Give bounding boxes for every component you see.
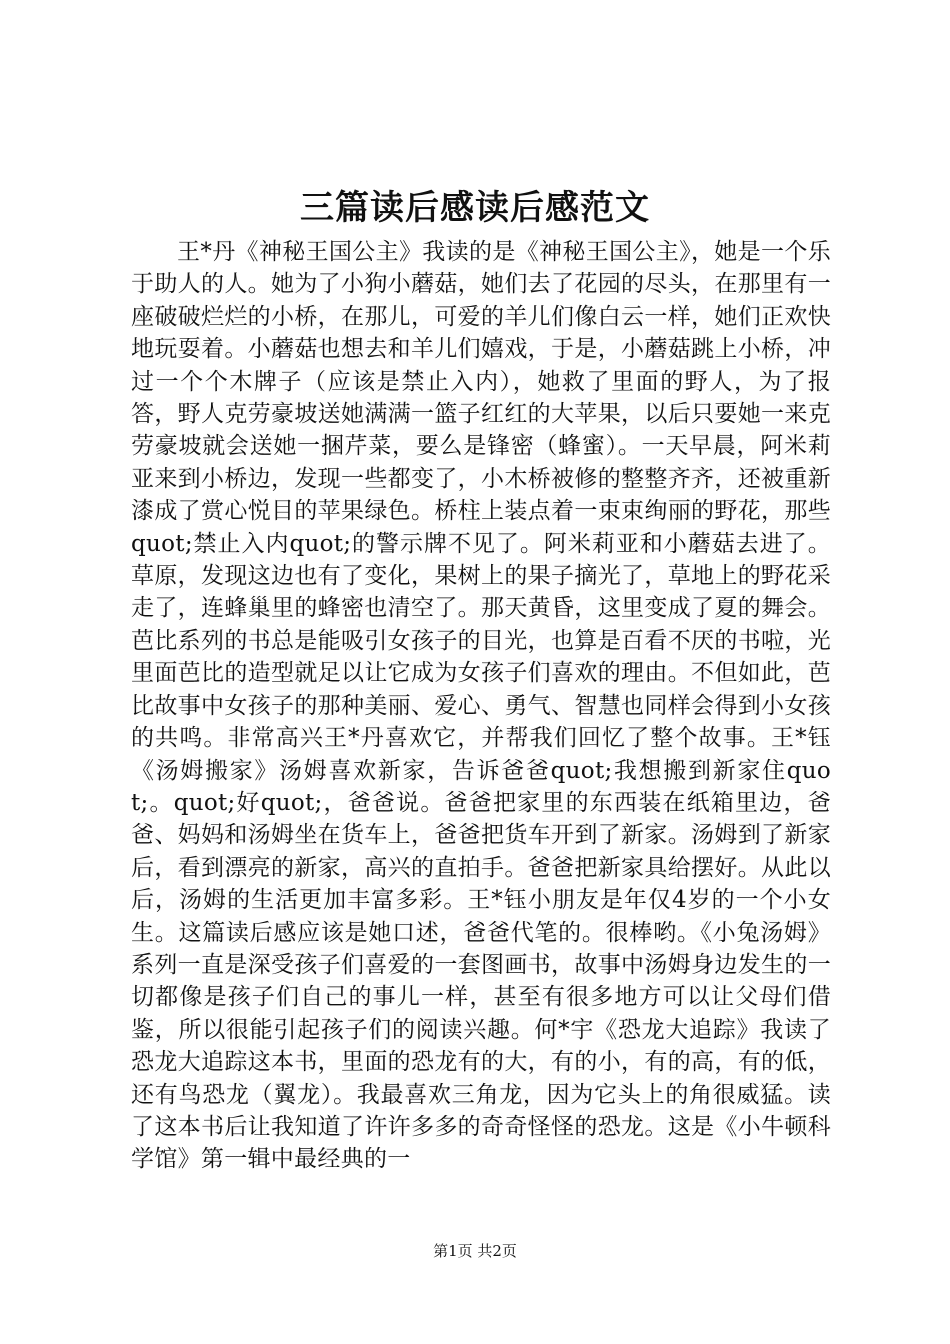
document-title: 三篇读后感读后感范文 (300, 188, 650, 228)
page-number-footer: 第1页 共2页 (433, 1242, 517, 1260)
document-body-paragraph: 王*丹《神秘王国公主》我读的是《神秘王国公主》，她是一个乐于助人的人。她为了小狗小蘑菇，她们去了花园的尽头，在那里有一座破破烂烂的小桥，在那儿，可爱的羊儿们像白云一样，她们正欢快地玩耍着。小蘑菇也想去和羊儿们嬉戏，于是，小蘑菇跳上小桥，冲过一个个木牌子（应该是禁止入内），她救了里面的野人，为了报答，野人克劳豪坡送她满满一篮子红红的大苹果，以后只要她一来克劳豪坡就会送她一捆芹菜，要么是锋密（蜂蜜）。一天早晨，阿米莉亚来到小桥边，发现一些都变了，小木桥被修的整整齐齐，还被重新漆成了赏心悦目的苹果绿色。桥柱上装点着一束束绚丽的野花，那些quot;禁止入内quot;的警示牌不见了。阿米莉亚和小蘑菇去进了。草原，发现这边也有了变化，果树上的果子摘光了，草地上的野花采走了，连蜂巢里的蜂密也清空了。那天黄昏，这里变成了夏的舞会。芭比系列的书总是能吸引女孩子的目光，也算是百看不厌的书啦，光里面芭比的造型就足以让它成为女孩子们喜欢的理由。不但如此，芭比故事中女孩子的那种美丽、爱心、勇气、智慧也同样会得到小女孩的共鸣。非常高兴王*丹喜欢它，并帮我们回忆了整个故事。王*钰《汤姆搬家》汤姆喜欢新家，告诉爸爸quot;我想搬到新家住quot;。quot;好quot;，爸爸说。爸爸把家里的东西装在纸箱里边，爸爸、妈妈和汤姆坐在货车上，爸爸把货车开到了新家。汤姆到了新家后，看到漂亮的新家，高兴的直拍手。爸爸把新家具给摆好。从此以后，汤姆的生活更加丰富多彩。王*钰小朋友是年仅4岁的一个小女生。这篇读后感应该是她口述，爸爸代笔的。很棒哟。《小兔汤姆》系列一直是深受孩子们喜爱的一套图画书，故事中汤姆身边发生的一切都像是孩子们自己的事儿一样，甚至有很多地方可以让父母们借鉴，所以很能引起孩子们的阅读兴趣。何*宇《恐龙大追踪》我读了恐龙大追踪这本书，里面的恐龙有的大，有的小，有的高，有的低，还有鸟恐龙（翼龙）。我最喜欢三角龙，因为它头上的角很威猛。读了这本书后让我知道了许许多多的奇奇怪怪的恐龙。这是《小牛顿科学馆》第一辑中最经典的一 (131, 239, 831, 1173)
